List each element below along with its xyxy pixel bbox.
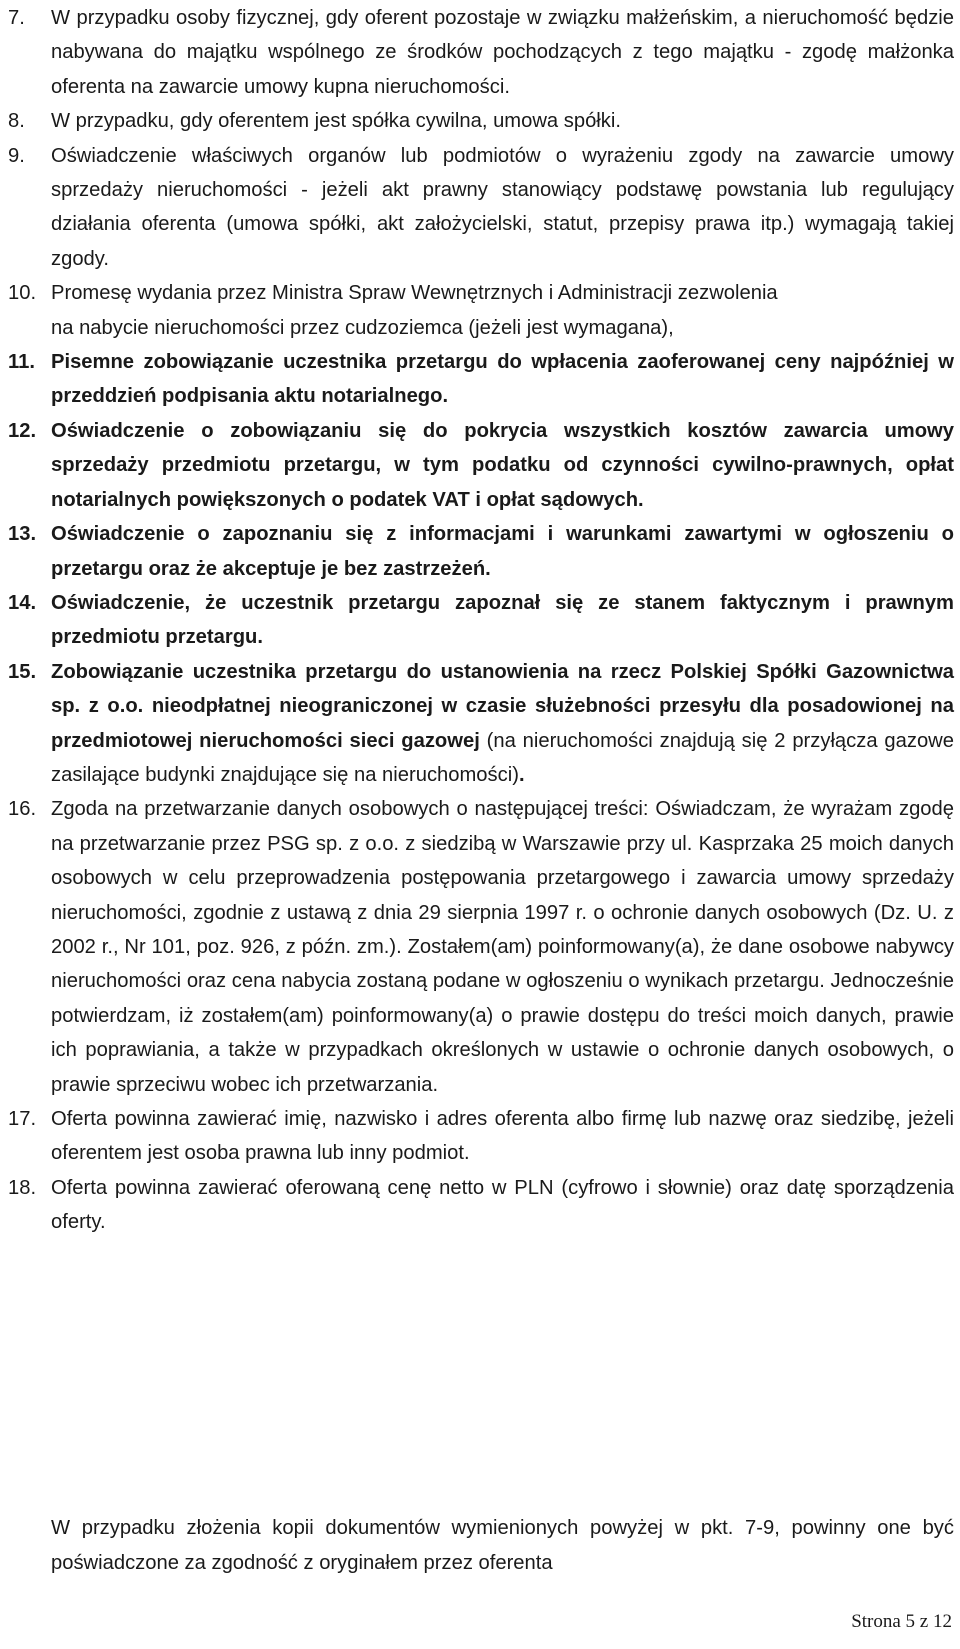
- item-number: 10.: [8, 282, 37, 305]
- item-text: (na nieruchomości znajdują się 2 przyłącza gazowe zasilające budynki znajdujące się na nieruchomości): [51, 729, 954, 786]
- item-text: Oświadczenie o zapoznaniu się z informacjami i warunkami zawartymi w ogłoszeniu o przetargu oraz że akceptuje je bez zastrzeżeń.: [51, 523, 954, 580]
- closing-paragraph: W przypadku złożenia kopii dokumentów wymienionych powyżej w pkt. 7-9, powinny one być poświadczone za zgodność z oryginałem przez oferenta: [51, 1517, 954, 1574]
- item-text: Zgoda na przetwarzanie danych osobowych o następującej treści: Oświadczam, że wyrażam zgodę na przetwarzanie przez PSG sp. z o.o. z siedzibą w Warszawie przy ul. Kasprzaka 25 moich danych osobowych w celu przeprowadzenia postępowania przetargowego i zawarcia umowy sprzedaży nieruchomości, zgodnie z ustawą z dnia 29 sierpnia 1997 r. o ochronie danych osobowych (Dz. U. z 2002 r., Nr 101, poz. 926, z późn. zm.). Zostałem(am) poinformowany(a), że dane osobowe nabywcy nieruchomości oraz cena nabycia zostaną podane w ogłoszeniu o wynikach przetargu. Jednocześnie potwierdzam, iż zostałem(am) poinformowany(a) o prawie dostępu do treści moich danych, prawie ich poprawiania, a także w przypadkach określonych w ustawie o ochronie danych osobowych, o prawie sprzeciwu wobec ich przetwarzania.: [51, 798, 954, 1096]
- item-number: 14.: [8, 591, 37, 614]
- list-item: [8, 517, 954, 586]
- item-number: 11.: [8, 351, 35, 374]
- list-item: [8, 655, 954, 793]
- page-number: Strona 5 z 12: [851, 1611, 952, 1632]
- item-text-bold: Zobowiązanie uczestnika przetargu do ustanowienia na rzecz Polskiej Spółki Gazownictwa sp. z o.o. nieodpłatnej nieograniczonej w czasie służebności przesyłu dla posadowionej na przedmiotowej nieruchomości sieci gazowej: [51, 660, 954, 752]
- item-text: W przypadku, gdy oferentem jest spółka cywilna, umowa spółki.: [51, 110, 621, 133]
- item-text-continued: na nabycie nieruchomości przez cudzoziemca (jeżeli jest wymagana),: [51, 316, 674, 339]
- list-item: [8, 586, 954, 655]
- item-text: Oświadczenie o zobowiązaniu się do pokrycia wszystkich kosztów zawarcia umowy sprzedaży przedmiotu przetargu, w tym podatku od czynności cywilno-prawnych, opłat notarialnych powiększonych o podatek VAT i opłat sądowych.: [51, 419, 954, 511]
- list-item: [8, 1102, 954, 1171]
- requirements-list: [8, 1, 954, 1240]
- item-text: Oferta powinna zawierać oferowaną cenę netto w PLN (cyfrowo i słownie) oraz datę sporządzenia oferty.: [51, 1176, 954, 1234]
- list-item: [8, 1171, 954, 1240]
- item-number: 18.: [8, 1176, 37, 1199]
- item-text: Oferta powinna zawierać imię, nazwisko i adres oferenta albo firmę lub nazwę oraz siedzibę, jeżeli oferentem jest osoba prawna lub inny podmiot.: [51, 1108, 954, 1165]
- item-text: Oświadczenie właściwych organów lub podmiotów o wyrażeniu zgody na zawarcie umowy sprzedaży nieruchomości - jeżeli akt prawny stanowiący podstawę powstania lub regulujący działania oferenta (umowa spółki, akt założycielski, statut, przepisy prawa itp.) wymagają takiej zgody.: [51, 144, 954, 270]
- item-number: 13.: [8, 523, 37, 546]
- list-item: [8, 104, 954, 138]
- list-item: [8, 1, 954, 104]
- item-number: 16.: [8, 798, 37, 821]
- item-number: 7.: [8, 7, 25, 29]
- item-number: 12.: [8, 419, 37, 442]
- item-text-end: .: [518, 763, 525, 786]
- item-text: Pisemne zobowiązanie uczestnika przetargu do wpłacenia zaoferowanej ceny najpóźniej w przeddzień podpisania aktu notarialnego.: [51, 351, 954, 408]
- item-number: 8.: [8, 110, 25, 133]
- list-item: [8, 139, 954, 277]
- item-number: 15.: [8, 660, 37, 683]
- item-text: Promesę wydania przez Ministra Spraw Wewnętrznych i Administracji zezwolenia: [51, 282, 778, 305]
- list-item: [8, 792, 954, 1102]
- list-item: [8, 414, 954, 517]
- list-item: [8, 276, 954, 345]
- item-number: 9.: [8, 144, 25, 167]
- item-text: W przypadku osoby fizycznej, gdy oferent pozostaje w związku małżeńskim, a nieruchomość będzie nabywana do majątku wspólnego ze środków pochodzących z tego majątku - zgodę małżonka oferenta na zawarcie umowy kupna nieruchomości.: [51, 7, 954, 98]
- item-text: Oświadczenie, że uczestnik przetargu zapoznał się ze stanem faktycznym i prawnym przedmiotu przetargu.: [51, 591, 954, 649]
- item-number: 17.: [8, 1108, 37, 1130]
- list-item: [8, 345, 954, 414]
